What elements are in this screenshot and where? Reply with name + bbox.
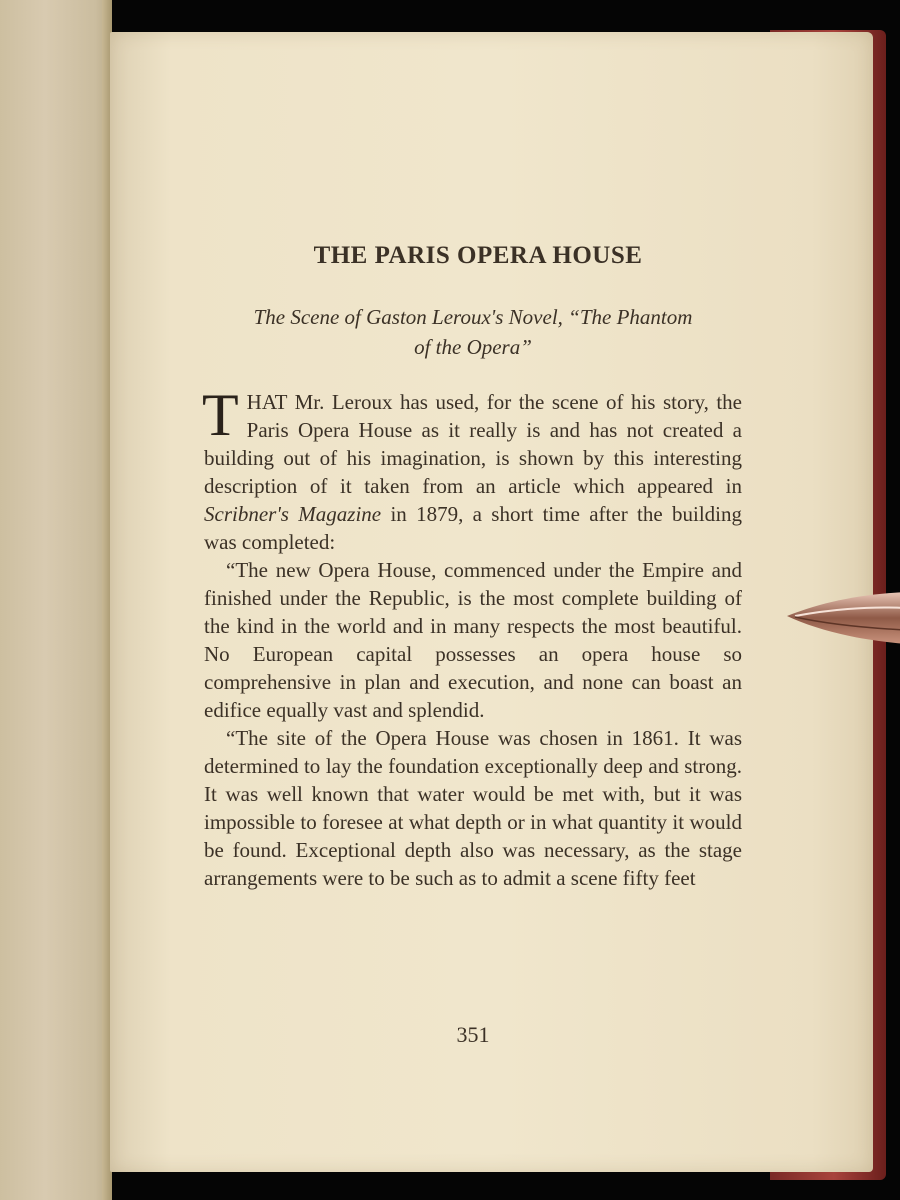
page-number: 351 (456, 1022, 490, 1047)
page-content (202, 242, 742, 1047)
page-title: THE PARIS OPERA HOUSE (313, 242, 643, 269)
drop-cap: T (202, 382, 239, 448)
body-text (202, 382, 742, 892)
paragraph-1 (202, 382, 742, 556)
paragraph-2: “The new Opera House, commenced under the Empire and finished under the Republic, is the most complete building of the kind in the world and in many respects the most beautiful. No European capital possesses an opera house so comprehensive in plan and execution, and none can boast an edifice equally vast and splendid. (204, 558, 742, 722)
paragraph-1-text: HAT Mr. Leroux has used, for the scene of his story, the Paris Opera House as it really is and has not created a building out of his imagination, is shown by this interesting description of it taken from an article which appeared in (204, 390, 742, 498)
bookmark-icon (787, 590, 900, 646)
magazine-title: Scribner's Magazine (204, 502, 382, 526)
left-page (0, 0, 112, 1200)
page-subtitle (204, 302, 742, 362)
subtitle-line-2: of the Opera” (414, 335, 532, 359)
book-page (110, 32, 873, 1172)
paragraph-1-end: in 1879, a short time after the building was completed: (204, 502, 742, 554)
paragraph-3: “The site of the Opera House was chosen in 1861. It was determined to lay the foundation exceptionally deep and strong. It was well known that water would be met with, but it was impossible to foresee at what depth or in what quantity it would be found. Exceptional depth also was necessary, as the stage arrangements were to be such as to admit a scene fifty feet (204, 726, 742, 890)
subtitle-line-1: The Scene of Gaston Leroux's Novel, “The Phantom (253, 305, 693, 329)
